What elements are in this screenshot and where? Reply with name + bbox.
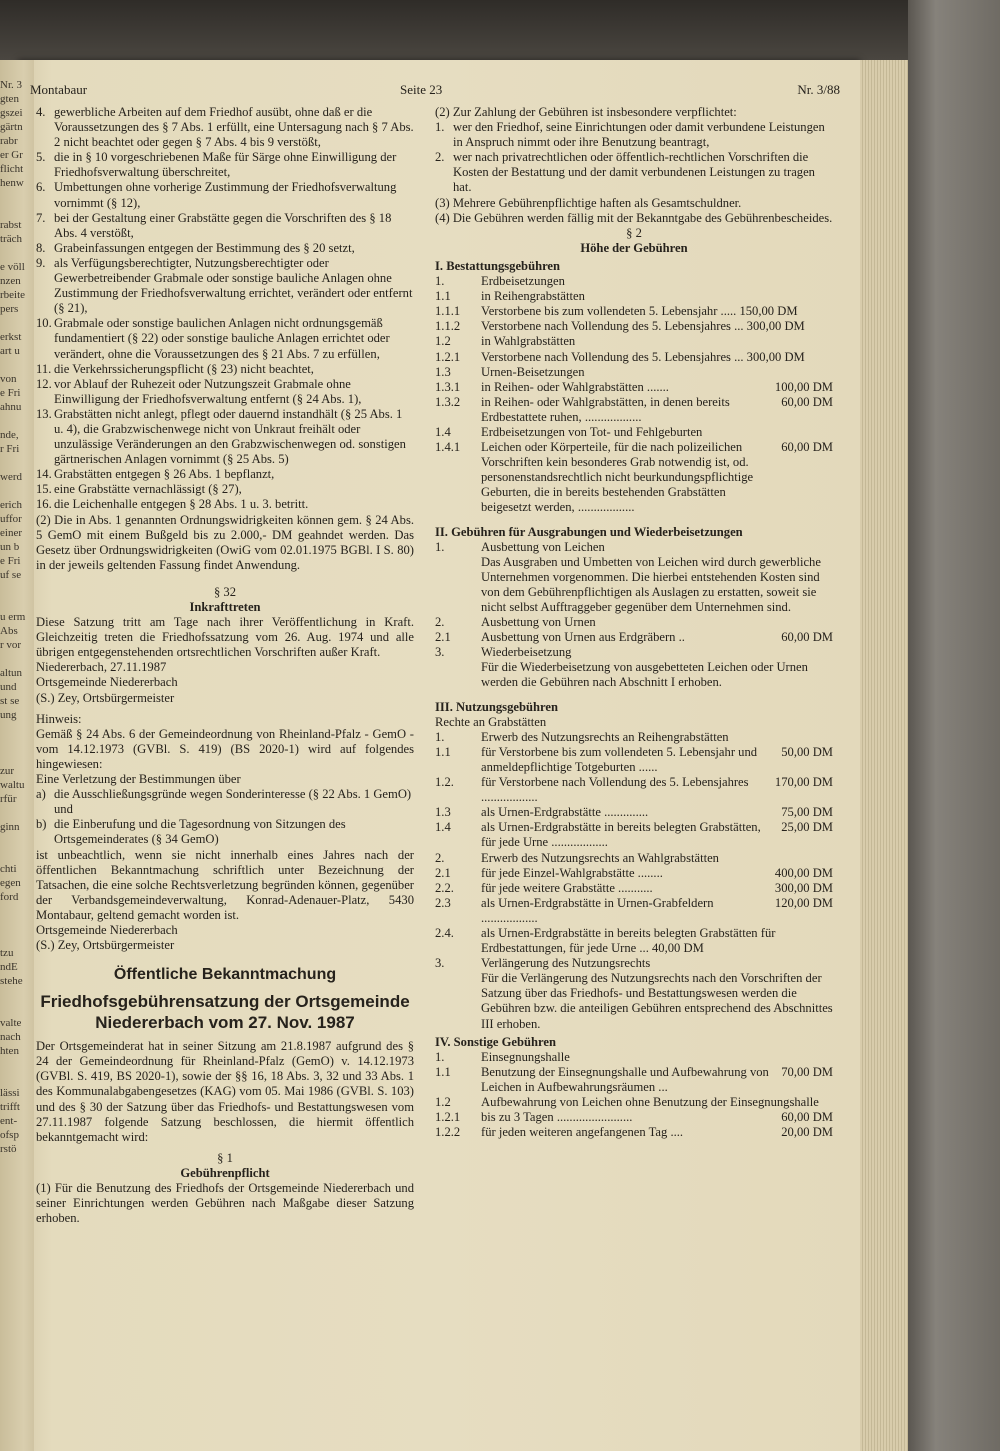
table-row [435,820,833,850]
strip-fragment [0,582,34,596]
table-row [435,926,833,956]
item-number: 6. [36,180,46,195]
strip-fragment: nach [0,1031,21,1043]
section-I-rows [435,274,833,516]
row-price: 25,00 DM [781,820,833,835]
row-price: 60,00 DM [781,630,833,645]
item-number: 13. [36,406,52,421]
item-number: 8. [36,240,46,255]
hinweis-end: ist unbeachtlich, wenn sie nicht innerhalb eines Jahres nach der öffentlichen Bekanntmachung schriftlich unter Bezeichnung der Tatsachen, die eine solche Rechtsverletzung begründen können, gegenüber der Verbandsgemeindeverwaltung, Konrad-Adenauer-Platz, 5430 Montabaur, geltend gemacht worden ist. [36,847,414,922]
item-number: 14. [36,467,52,482]
row-price: 60,00 DM [781,440,833,455]
table-row [435,319,833,334]
row-number: 1.1 [435,744,451,759]
strip-fragment [0,414,34,428]
table-row [435,775,833,805]
strip-fragment: ofsp [0,1129,19,1141]
row-text: Verlängerung des Nutzungsrechts [481,956,651,971]
strip-fragment [0,190,34,204]
item-number: 4. [36,105,46,119]
table-row [435,289,833,304]
section-I-heading: I. Bestattungsgebühren [435,258,561,273]
row-number: 2.1 [435,630,451,645]
list-item [36,180,414,210]
page-number: Seite 23 [400,82,443,97]
strip-fragment: ent- [0,1115,18,1127]
previous-page-strip [0,78,34,1378]
item-text: die in § 10 vorgeschriebenen Maße für Särge ohne Einwilligung der Friedhofsverwaltung überschreitet, [54,150,397,180]
place-date: Niedererbach, 27.11.1987 [36,660,167,675]
row-text: Erdbeisetzungen [481,274,565,289]
strip-fragment: erkst [0,331,22,343]
row-text: bis zu 3 Tagen ........................ [481,1110,633,1125]
strip-fragment: pers [0,303,19,315]
row-text: in Reihengrabstätten [481,289,585,304]
row-text: Urnen-Beisetzungen [481,364,585,379]
list-item [435,150,833,195]
item-text: Grabstätten nicht anlegt, pflegt oder dauernd instandhält (§ 25 Abs. 1 u. 4), die Grabzwischenwege nicht von Unkraut freihält oder unzulässige Veränderungen an den Grabzwischenwegen od. sonstigen gärtnerischen Anlagen vornimmt (§ 25 Abs. 5) [54,406,406,467]
strip-fragment [0,1058,34,1072]
row-text: Leichen oder Körperteile, für die nach polizeilichen Vorschriften kein besonderes Grab notwendig ist, od. personenstandsrechtlich nicht beurkundungspflichtige Geburten, die in bereits bestehenden Grabstätten beigesetzt werden, .................. [481,440,754,515]
table-row [435,896,833,926]
row-text: Ausbettung von Leichen [481,539,605,554]
table-row [435,630,833,645]
list-item [36,362,414,377]
list-item [36,497,414,512]
item-text: Umbettungen ohne vorherige Zustimmung der Friedhofsverwaltung vornimmt (§ 12), [54,180,397,210]
row-text: Erwerb des Nutzungsrechts an Wahlgrabstätten [481,850,719,865]
row-number: 2.2. [435,880,454,895]
strip-fragment [0,834,34,848]
row-number: 1.3 [435,805,451,820]
right-column [435,105,833,1140]
row-price: 120,00 DM [774,895,833,910]
strip-fragment: gärtn [0,121,23,133]
strip-fragment [0,904,34,918]
hinweis-item-a: a) die Ausschließungsgründe wegen Sonderinteresse (§ 22 Abs. 1 GemO) und [36,787,412,817]
list-item [36,377,414,407]
strip-fragment: Abs [0,625,18,637]
table-row [435,615,833,630]
strip-fragment [0,456,34,470]
row-text: Einsegnungshalle [481,1049,570,1064]
row-text: für jede weitere Grabstätte ........... [481,880,653,895]
row-number: 2.4. [435,925,454,940]
list-item [36,256,414,316]
organization-2: Ortsgemeinde Niedererbach [36,922,178,937]
strip-fragment: henw [0,177,24,189]
row-number: 1.4 [435,424,451,439]
row-price: 170,00 DM [774,775,833,790]
item-text: Grabstätten entgegen § 26 Abs. 1 bepflanzt, [54,467,275,482]
strip-fragment: un b [0,541,20,553]
item-text: die Leichenhalle entgegen § 28 Abs. 1 u. 3. betritt. [54,497,309,512]
item-number: 7. [36,210,46,225]
row-text: Ausbettung von Urnen aus Erdgräbern .. [481,630,685,645]
table-row [435,1050,833,1065]
row-number: 1. [435,1049,445,1064]
strip-fragment: u erm [0,611,26,623]
row-text: Erdbeisetzungen von Tot- und Fehlgeburten [481,424,703,439]
item-text: Grabeinfassungen entgegen der Bestimmung des § 20 setzt, [54,240,355,255]
row-text: Verstorbene bis zum vollendeten 5. Lebensjahr ..... 150,00 DM [481,304,798,319]
strip-fragment: rbeite [0,289,26,301]
signature: (S.) Zey, Ortsbürgermeister [36,690,175,705]
strip-fragment: uffor [0,513,22,525]
table-row [435,425,833,440]
row-number: 1.1 [435,289,451,304]
strip-fragment: nde, [0,429,19,441]
row-text: als Urnen-Erdgrabstätte in Urnen-Grabfeldern .................. [481,895,714,925]
row-number: 2.1 [435,865,451,880]
page-edges [860,60,908,1451]
strip-fragment: egen [0,877,21,889]
strip-fragment: er Gr [0,149,23,161]
strip-fragment: rfür [0,793,17,805]
row-number: 1.1 [435,1064,451,1079]
violation-list [36,105,414,513]
s2-subtitle: Höhe der Gebühren [580,240,688,255]
binder-top [0,0,908,60]
table-row [435,440,833,515]
row-number: 3. [435,956,445,971]
row-text: in Reihen- oder Wahlgrabstätten, in denen bereits Erdbestattete ruhen, .................. [481,394,730,424]
item-number: 11. [36,361,52,376]
list-item [36,105,414,150]
strip-fragment [0,316,34,330]
row-price: 50,00 DM [781,744,833,759]
organization: Ortsgemeinde Niedererbach [36,675,178,690]
row-text: als Urnen-Erdgrabstätte .............. [481,805,649,820]
strip-fragment: träch [0,233,22,245]
strip-fragment: rstö [0,1143,17,1155]
strip-fragment: rabr [0,135,18,147]
strip-fragment: von [0,373,17,385]
row-number: 3. [435,645,445,660]
section-II-rows [435,540,833,691]
strip-fragment: einer [0,527,22,539]
item-text: als Verfügungsberechtigter, Nutzungsberechtigter oder Gewerbetreibender Grabmale oder sonstige bauliche Anlagen ohne Zustimmung der Friedhofsverwaltung errichtet, verändert oder entfernt (§ 21), [54,255,413,316]
strip-fragment [0,358,34,372]
item-number: 10. [36,316,52,331]
strip-fragment: stehe [0,975,23,987]
strip-fragment: hten [0,1045,19,1057]
s32-subtitle: Inkrafttreten [189,600,261,614]
strip-fragment: r Fri [0,443,20,455]
item-text: bei der Gestaltung einer Grabstätte gegen die Vorschriften des § 18 Abs. 4 verstößt, [54,210,392,240]
strip-fragment: ahnu [0,401,22,413]
s2-title: § 2 [626,225,642,240]
strip-fragment: e Fri [0,555,21,567]
row-number: 1.2. [435,775,454,790]
row-text: für Verstorbene nach Vollendung des 5. Lebensjahres .................. [481,775,749,805]
strip-fragment: r vor [0,639,22,651]
left-column [36,105,414,1226]
row-number: 1. [435,274,445,289]
row-number: 1.4 [435,820,451,835]
table-row [435,395,833,425]
strip-fragment: werd [0,471,22,483]
s1-subtitle: Gebührenpflicht [180,1165,270,1180]
s1-text: (1) Für die Benutzung des Friedhofs der Ortsgemeinde Niedererbach und seiner Einrichtungen werden Gebühren nach Maßgabe dieser Satzung erhoben. [36,1181,414,1226]
row-price: 60,00 DM [781,394,833,409]
row-number: 1.2.1 [435,1110,461,1125]
list-item [36,467,414,482]
item-text: gewerbliche Arbeiten auf dem Friedhof ausübt, ohne daß er die Voraussetzungen des § 7 Abs. 1 erfüllt, eine Untersagung nach § 7 Abs. 2 nicht beachtet oder gegen § 7 Abs. 4 bis 9 verstößt, [54,105,414,150]
item-number: 2. [435,150,445,165]
table-row [435,971,833,1031]
table-row [435,304,833,319]
row-text: Für die Wiederbeisetzung von ausgebetteten Leichen oder Urnen werden die Gebühren nach Abschnitt I erhoben. [481,660,808,690]
strip-fragment: art u [0,345,20,357]
strip-fragment: chti [0,863,17,875]
strip-fragment [0,806,34,820]
row-text: Verstorbene nach Vollendung des 5. Lebensjahres ... 300,00 DM [481,319,805,334]
strip-fragment: flicht [0,163,24,175]
row-price: 75,00 DM [781,805,833,820]
table-row [435,274,833,289]
publication-intro: Der Ortsgemeinderat hat in seiner Sitzung am 21.8.1987 aufgrund des § 24 der Gemeindeordnung für Rheinland-Pfalz (GemO) v. 14.12.1973 (GVBl. S. 419, BS 2020-1), sowie der §§ 16, 18 Abs. 3, 32 und 33 Abs. 1 des Kommunalabgabengesetzes (KAG) vom 05. Mai 1986 (GVBl. S. 103) und des § 30 der Satzung über das Friedhofs- und Bestattungswesen vom 27.11.1987 folgende Satzung beschlossen, die hiermit öffentlich bekanntgemacht wird: [36,1039,414,1144]
row-text: für jede Einzel-Wahlgrabstätte ........ [481,865,663,880]
row-text: in Reihen- oder Wahlgrabstätten ....... [481,379,669,394]
issue-number: Nr. 3/88 [797,82,840,97]
row-number: 1. [435,539,445,554]
para-3: (3) Mehrere Gebührenpflichtige haften als Gesamtschuldner. [435,195,742,210]
publication-heading: Öffentliche Bekanntmachung [113,966,337,984]
row-price: 400,00 DM [774,865,833,880]
table-row [435,956,833,971]
strip-fragment: uf se [0,569,22,581]
row-text: Verstorbene nach Vollendung des 5. Lebensjahres ... 300,00 DM [481,349,805,364]
table-row [435,1125,833,1140]
list-item [36,150,414,180]
table-row [435,1065,833,1095]
strip-fragment [0,204,34,218]
strip-fragment [0,1002,34,1016]
row-price: 300,00 DM [774,880,833,895]
list-item [36,211,414,241]
s32-text: Diese Satzung tritt am Tage nach ihrer Veröffentlichung in Kraft. Gleichzeitig treten die Friedhofssatzung vom 26. Aug. 1974 und alle übrigen entgegenstehenden ortsrechtlichen Vorschriften außer Kraft. [36,615,414,660]
table-row [435,851,833,866]
row-price: 100,00 DM [774,379,833,394]
row-text: für jeden weiteren angefangenen Tag .... [481,1125,684,1140]
row-number: 1.2.1 [435,349,461,364]
strip-fragment: tzu [0,947,14,959]
row-number: 2.3 [435,895,451,910]
strip-fragment: ford [0,891,19,903]
section-II-heading: II. Gebühren für Ausgrabungen und Wiederbeisetzungen [435,524,743,539]
signature-2: (S.) Zey, Ortsbürgermeister [36,938,175,953]
table-row [435,350,833,365]
row-number: 1.2 [435,1095,451,1109]
strip-fragment [0,750,34,764]
strip-fragment [0,484,34,498]
s1-title: § 1 [217,1150,233,1165]
strip-fragment [0,988,34,1002]
strip-fragment [0,918,34,932]
header-left: Montabaur [30,82,88,97]
fine-paragraph: (2) Die in Abs. 1 genannten Ordnungswidrigkeiten können gem. § 24 Abs. 5 GemO mit einem Bußgeld bis zu 2.000,- DM geahndet werden. Das Gesetz über Ordnungswidrigkeiten (OwiG vom 02.01.1975 BGBl. I S. 80) in der jeweils geltenden Fassung findet Anwendung. [36,512,414,572]
para-4: (4) Die Gebühren werden fällig mit der Bekanntgabe des Gebührenbescheides. [435,210,833,225]
strip-fragment [0,246,34,260]
strip-fragment: lässi [0,1087,20,1099]
table-row [435,881,833,896]
strip-fragment [0,1072,34,1086]
publication-title-line2: Niedererbach vom 27. Nov. 1987 [95,1013,355,1033]
strip-fragment [0,848,34,862]
list-item [36,241,414,256]
s32-title: § 32 [213,584,237,599]
strip-fragment: und [0,681,17,693]
row-text: Ausbettung von Urnen [481,615,596,630]
table-row [435,334,833,349]
row-number: 2. [435,615,445,630]
row-number: 1.3 [435,364,451,379]
item-text: eine Grabstätte vernachlässigt (§ 27), [54,482,242,497]
row-number: 1.2 [435,334,451,349]
strip-fragment: nzen [0,275,21,287]
list-item [36,482,414,497]
list-item [36,316,414,361]
table-row [435,805,833,820]
table-row [435,1110,833,1125]
item-number: 5. [36,150,46,165]
strip-fragment: ung [0,709,17,721]
row-text: als Urnen-Erdgrabstätte in bereits belegten Grabstätten, für jede Urne .................. [481,820,761,850]
item-number: 16. [36,497,52,512]
payers-intro: (2) Zur Zahlung der Gebühren ist insbesondere verpflichtet: [435,105,737,119]
strip-fragment: e Fri [0,387,21,399]
page-header [30,82,840,98]
table-row [435,730,833,745]
row-price: 20,00 DM [781,1125,833,1140]
row-number [435,555,481,615]
strip-fragment: rabst [0,219,22,231]
item-text: vor Ablauf der Ruhezeit oder Nutzungszeit Grabmale ohne Einwilligung der Friedhofsverwaltung entfernt (§ 24 Abs. 1), [54,376,362,406]
strip-fragment: altun [0,667,22,679]
section-III-rows [435,730,833,1032]
table-row [435,380,833,395]
row-number: 1.4.1 [435,440,461,455]
table-row [435,645,833,660]
section-III-subheading: Rechte an Grabstätten [435,714,547,729]
table-row [435,866,833,881]
section-IV-rows [435,1050,833,1141]
table-row [435,540,833,555]
row-text: Erwerb des Nutzungsrechts an Reihengrabstätten [481,729,729,744]
strip-fragment [0,736,34,750]
strip-fragment [0,652,34,666]
strip-fragment: gten [0,93,19,105]
hinweis-label: Hinweis: [36,711,82,726]
strip-fragment: zur [0,765,15,777]
list-item [435,120,833,150]
row-text: für Verstorbene bis zum vollendeten 5. Lebensjahr und anmeldepflichtige Totgeburten ...... [481,744,758,774]
binder-cover [908,0,1000,1451]
row-price: 60,00 DM [781,1110,833,1125]
item-number: 1. [435,120,445,135]
strip-fragment: waltu [0,779,25,791]
row-text: Benutzung der Einsegnungshalle und Aufbewahrung von Leichen in Aufbewahrungsräumen ... [481,1064,769,1094]
row-price: 70,00 DM [781,1064,833,1079]
row-number [435,660,481,690]
strip-fragment: e völl [0,261,25,273]
strip-fragment: Nr. 3 [0,79,22,91]
row-text: Wiederbeisetzung [481,645,572,660]
item-text: wer nach privatrechtlichen oder öffentlich-rechtlichen Vorschriften die Kosten der Bestattung und der damit verbundenen Leistungen zu tragen hat. [453,150,815,195]
section-III-heading: III. Nutzungsgebühren [435,699,558,714]
item-text: Grabmale oder sonstige baulichen Anlagen nicht ordnungsgemäß fundamentiert (§ 22) oder sonstige bauliche Anlagen errichtet oder verändert, ohne die Voraussetzungen des § 21 Abs. 7 zu erfüllen, [54,316,390,361]
row-text: in Wahlgrabstätten [481,334,576,349]
hinweis-line: Eine Verletzung der Bestimmungen über [36,772,241,787]
strip-fragment: erich [0,499,22,511]
row-text: Das Ausgraben und Umbetten von Leichen wird durch gewerbliche Unternehmen vorgenommen. Die hierbei entstehenden Kosten sind von dem Gebührenpflichtigen als Auslagen zu erstatten, soweit sie nicht selbst Aufftraggeber gegenüber dem Unternehmen sind. [481,554,821,614]
row-text: Aufbewahrung von Leichen ohne Benutzung der Einsegnungshalle [481,1095,819,1109]
table-row [435,365,833,380]
section-IV-heading: IV. Sonstige Gebühren [435,1034,556,1049]
strip-fragment [0,932,34,946]
row-number: 1.3.1 [435,379,461,394]
strip-fragment [0,722,34,736]
publication-title-line1: Friedhofsgebührensatzung der Ortsgemeinde [40,992,410,1012]
strip-fragment: trifft [0,1101,20,1113]
table-row [435,660,833,690]
table-row [435,1095,833,1110]
row-number: 1.1.1 [435,304,461,319]
hinweis-item-b: b) die Einberufung und die Tagesordnung von Sitzungen des Ortsgemeinderates (§ 34 GemO) [36,817,346,847]
strip-fragment [0,596,34,610]
item-number: 15. [36,482,52,497]
list-item [36,407,414,467]
row-number [435,971,481,1031]
row-number: 1. [435,729,445,744]
item-number: 12. [36,376,52,391]
item-text: die Verkehrssicherungspflicht (§ 23) nicht beachtet, [54,361,314,376]
item-number: 9. [36,255,46,270]
row-number: 1.3.2 [435,394,461,409]
payers-list [435,120,833,195]
row-text: Für die Verlängerung des Nutzungsrechts nach den Vorschriften der Satzung über das Friedhofs- und Bestattungswesen werden die Gebühren bzw. die anteiligen Gebühren entsprechend des Abschnittes III erhoben. [481,971,833,1031]
row-number: 1.2.2 [435,1125,461,1140]
row-number: 1.1.2 [435,319,461,334]
strip-fragment: ndE [0,961,18,973]
strip-fragment: st se [0,695,20,707]
strip-fragment: gszei [0,107,23,119]
strip-fragment: valte [0,1017,22,1029]
item-text: wer den Friedhof, seine Einrichtungen oder damit verbundene Leistungen in Anspruch nimmt oder ihre Benutzung beantragt, [453,120,825,150]
strip-fragment: ginn [0,821,20,833]
table-row [435,745,833,775]
hinweis-text: Gemäß § 24 Abs. 6 der Gemeindeordnung von Rheinland-Pfalz - GemO - vom 14.12.1973 (GVBl. S. 419) (BS 2020-1) wird auf folgendes hingewiesen: [36,726,414,771]
row-text: als Urnen-Erdgrabstätte in bereits belegten Grabstätten für Erdbestattungen, für jede Urne ... 40,00 DM [481,925,776,956]
row-number: 2. [435,850,445,865]
table-row [435,555,833,615]
